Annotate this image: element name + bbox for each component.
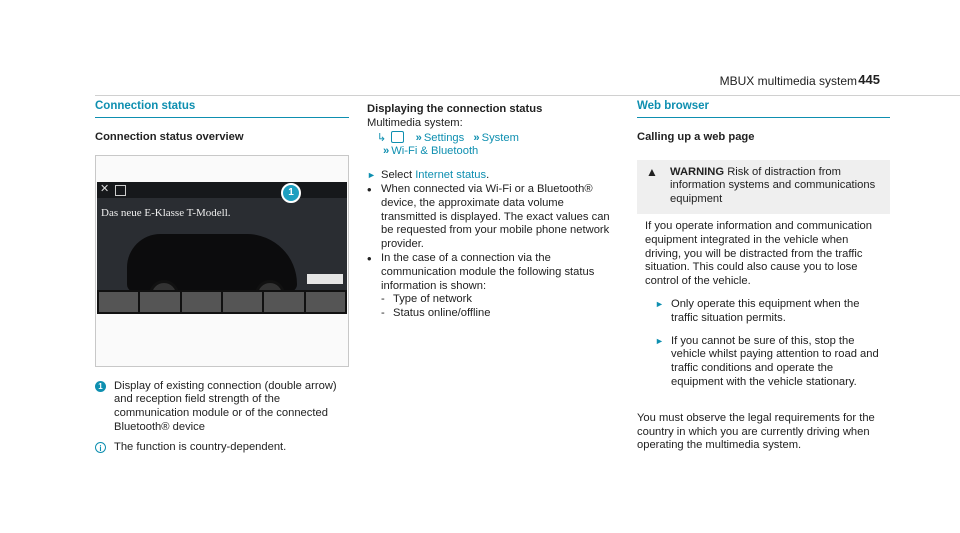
bullet-icon: • bbox=[367, 181, 372, 197]
menu-wifi-bluetooth: Wi-Fi & Bluetooth bbox=[391, 145, 479, 158]
column-displaying-status bbox=[367, 103, 622, 321]
chevron-icon: » bbox=[383, 145, 390, 158]
legend-item bbox=[95, 380, 349, 435]
thumbnail bbox=[264, 292, 303, 312]
step: ► Select Internet status. bbox=[367, 169, 490, 182]
note-item bbox=[95, 441, 349, 455]
screenshot-figure bbox=[95, 155, 349, 367]
browser-screen bbox=[97, 182, 347, 314]
section-heading: Web browser bbox=[637, 100, 890, 118]
warning-box bbox=[637, 160, 890, 398]
thumbnail bbox=[182, 292, 221, 312]
menu-settings: Settings bbox=[423, 131, 465, 144]
internet-status-link: Internet status bbox=[415, 169, 487, 182]
thumbnail bbox=[223, 292, 262, 312]
context-text: Multimedia system: bbox=[367, 116, 463, 129]
warning-step: ► If you cannot be sure of this, stop the vehicle whilst paying attention to road and traffic conditions and operate the equipment with the vehicle stationary. bbox=[655, 334, 879, 388]
chevron-icon: » bbox=[415, 131, 422, 144]
step-arrow-icon: ► bbox=[367, 170, 376, 181]
bullet-icon: • bbox=[367, 250, 372, 266]
dash-text: Type of network bbox=[393, 293, 472, 306]
thumbnail-strip bbox=[97, 290, 347, 314]
ad-label bbox=[307, 274, 343, 284]
thumbnail bbox=[99, 292, 138, 312]
info-icon: i bbox=[95, 442, 106, 453]
bullet-item bbox=[367, 252, 622, 293]
thumbnail bbox=[306, 292, 345, 312]
return-arrow-icon: ↳ bbox=[377, 131, 387, 144]
step-arrow-icon: ► bbox=[655, 298, 664, 309]
column-web-browser bbox=[637, 100, 890, 453]
bullet-text: When connected via Wi-Fi or a Bluetooth® device, the approximate data volume transmitted is displayed. The exact values can be requested from your mobile phone network provider. bbox=[381, 182, 610, 251]
column-connection-status bbox=[95, 100, 349, 455]
header-rule bbox=[95, 95, 960, 96]
page-number: 445 bbox=[858, 72, 880, 87]
close-icon: ✕ bbox=[100, 182, 110, 195]
section-heading: Connection status bbox=[95, 100, 349, 118]
warning-step: ► Only operate this equipment when the traffic situation permits. bbox=[655, 297, 860, 324]
dash-text: Status online/offline bbox=[393, 307, 491, 320]
legend-number: 1 bbox=[95, 381, 106, 392]
dash-item: - Status online/offline bbox=[367, 307, 622, 321]
thumbnail bbox=[140, 292, 179, 312]
bullet-item bbox=[367, 183, 622, 252]
subsection-heading: Displaying the connection status bbox=[367, 103, 543, 115]
subsection-heading: Connection status overview bbox=[95, 130, 244, 143]
running-title: MBUX multimedia system bbox=[719, 74, 857, 88]
warning-triangle-icon: ▲ bbox=[646, 164, 658, 179]
dash-item: - Type of network bbox=[367, 293, 622, 307]
warning-label: WARNING bbox=[670, 165, 725, 178]
home-icon bbox=[391, 131, 404, 143]
callout-marker: 1 bbox=[281, 183, 301, 203]
browser-toolbar bbox=[97, 182, 347, 198]
bullet-text: In the case of a connection via the communication module the following status information is shown: bbox=[381, 251, 595, 292]
warning-body: If you operate information and communication equipment integrated in the vehicle when driving, you will be distracted from the traffic situation. This could also cause you to lose control of the vehicle. ► Only operate this equipment when the traffic situation permits. ► If you cannot be sure of this, stop the vehicle whilst paying attention to road and traffic conditions and operate the equipment with the vehicle stationary. bbox=[637, 214, 890, 398]
note-text: The function is country-dependent. bbox=[114, 440, 287, 453]
warning-title: Risk of distraction from information systems and communications equipment bbox=[670, 165, 876, 206]
screen-headline: Das neue E-Klasse T-Modell. bbox=[101, 206, 231, 219]
window-icon bbox=[115, 185, 126, 196]
page-header bbox=[0, 0, 960, 96]
legend-text: Display of existing connection (double arrow) and reception field strength of the communication module or of the connected Bluetooth® device bbox=[114, 379, 337, 433]
body-paragraph: You must observe the legal requirements for the country in which you are currently driving when operating the multimedia system. bbox=[637, 411, 875, 452]
subsection-heading: Calling up a web page bbox=[637, 130, 755, 143]
chevron-icon: » bbox=[473, 131, 480, 144]
step-arrow-icon: ► bbox=[655, 335, 664, 346]
menu-path bbox=[367, 131, 622, 160]
menu-system: System bbox=[481, 131, 519, 144]
